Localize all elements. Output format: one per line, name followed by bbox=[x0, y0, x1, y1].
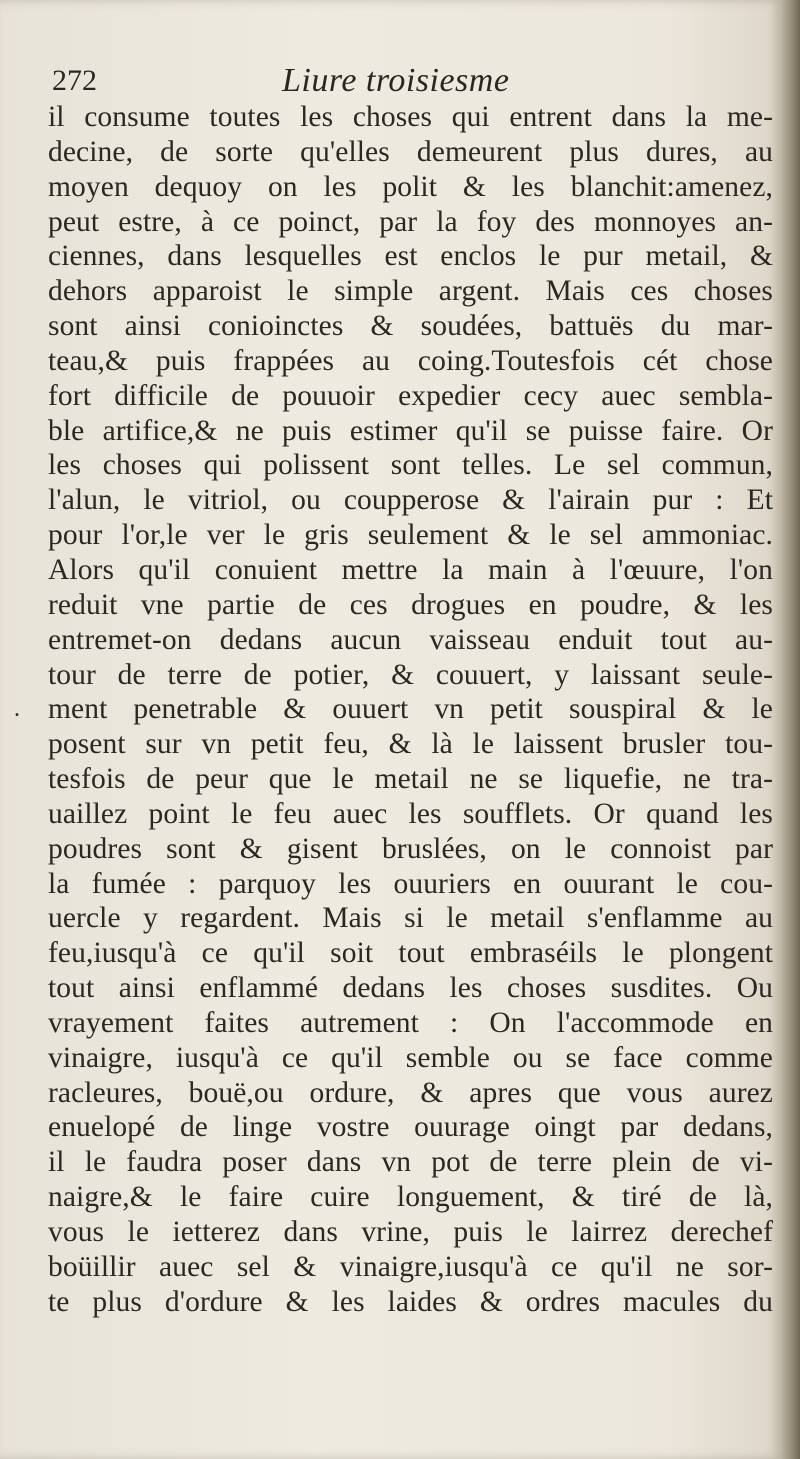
text-line: entremet-on dedans aucun vaisseau enduit tout au- bbox=[48, 623, 773, 656]
page-header bbox=[52, 56, 752, 104]
text-line: posent sur vn petit feu, & là le laissent brusler tou- bbox=[48, 728, 773, 761]
text-line: moyen dequoy on les polit & les blanchit:amenez, bbox=[48, 170, 773, 203]
text-line: vrayement faites autrement : On l'accommode en bbox=[48, 1006, 773, 1039]
text-line: sont ainsi conioinctes & soudées, battuës du mar- bbox=[48, 310, 773, 343]
text-line: Alors qu'il conuient mettre la main à l'œuure, l'on bbox=[48, 553, 773, 586]
text-line: enuelopé de linge vostre ouurage oingt par dedans, bbox=[48, 1111, 773, 1144]
text-line: teau,& puis frappées au coing.Toutesfois cét chose bbox=[48, 344, 773, 377]
text-line: vinaigre, iusqu'à ce qu'il semble ou se face comme bbox=[48, 1041, 773, 1074]
text-line: peut estre, à ce poinct, par la foy des monnoyes an- bbox=[48, 205, 773, 238]
text-line: naigre,& le faire cuire longuement, & tiré de là, bbox=[48, 1181, 773, 1214]
running-head: Liure troisiesme bbox=[282, 62, 510, 99]
text-line: les choses qui polissent sont telles. Le sel commun, bbox=[48, 449, 773, 482]
page-number: 272 bbox=[52, 64, 97, 97]
text-line: ment penetrable & ouuert vn petit souspiral & le bbox=[48, 693, 773, 726]
text-line: uaillez point le feu auec les soufflets. Or quand les bbox=[48, 797, 773, 830]
text-line: ciennes, dans lesquelles est enclos le pur metail, & bbox=[48, 240, 773, 273]
text-line: reduit vne partie de ces drogues en poudre, & les bbox=[48, 588, 773, 621]
text-line: te plus d'ordure & les laides & ordres macules du bbox=[48, 1285, 773, 1318]
text-line: feu,iusqu'à ce qu'il soit tout embraséils le plongent bbox=[48, 937, 773, 970]
text-line: decine, de sorte qu'elles demeurent plus dures, au bbox=[48, 135, 773, 168]
text-line: tout ainsi enflammé dedans les choses susdites. Ou bbox=[48, 972, 773, 1005]
text-line: fort difficile de pouuoir expedier cecy auec sembla- bbox=[48, 379, 773, 412]
text-line: racleures, bouë,ou ordure, & apres que vous aurez bbox=[48, 1076, 773, 1109]
text-line: pour l'or,le ver le gris seulement & le sel ammoniac. bbox=[48, 519, 773, 552]
text-body bbox=[48, 100, 773, 1320]
text-line: la fumée : parquoy les ouuriers en ouurant le cou- bbox=[48, 867, 773, 900]
text-line: il consume toutes les choses qui entrent dans la me- bbox=[48, 101, 773, 133]
text-line: boüillir auec sel & vinaigre,iusqu'à ce qu'il ne sor- bbox=[48, 1250, 773, 1283]
text-line: tesfois de peur que le metail ne se liquefie, ne tra- bbox=[48, 763, 773, 796]
text-line: ble artifice,& ne puis estimer qu'il se puisse faire. Or bbox=[48, 414, 773, 447]
text-line: vous le ietterez dans vrine, puis le lairrez derechef bbox=[48, 1216, 773, 1248]
text-line: dehors apparoist le simple argent. Mais ces choses bbox=[48, 275, 773, 308]
text-line: tour de terre de potier, & couuert, y laissant seule- bbox=[48, 658, 773, 691]
text-line: l'alun, le vitriol, ou coupperose & l'airain pur : Et bbox=[48, 484, 773, 517]
text-line: il le faudra poser dans vn pot de terre plein de vi- bbox=[48, 1146, 773, 1179]
text-line: uercle y regardent. Mais si le metail s'enflamme au bbox=[48, 902, 773, 935]
text-line: poudres sont & gisent bruslées, on le connoist par bbox=[48, 832, 773, 865]
margin-mark: . bbox=[14, 696, 20, 722]
page-edge bbox=[782, 0, 800, 1459]
